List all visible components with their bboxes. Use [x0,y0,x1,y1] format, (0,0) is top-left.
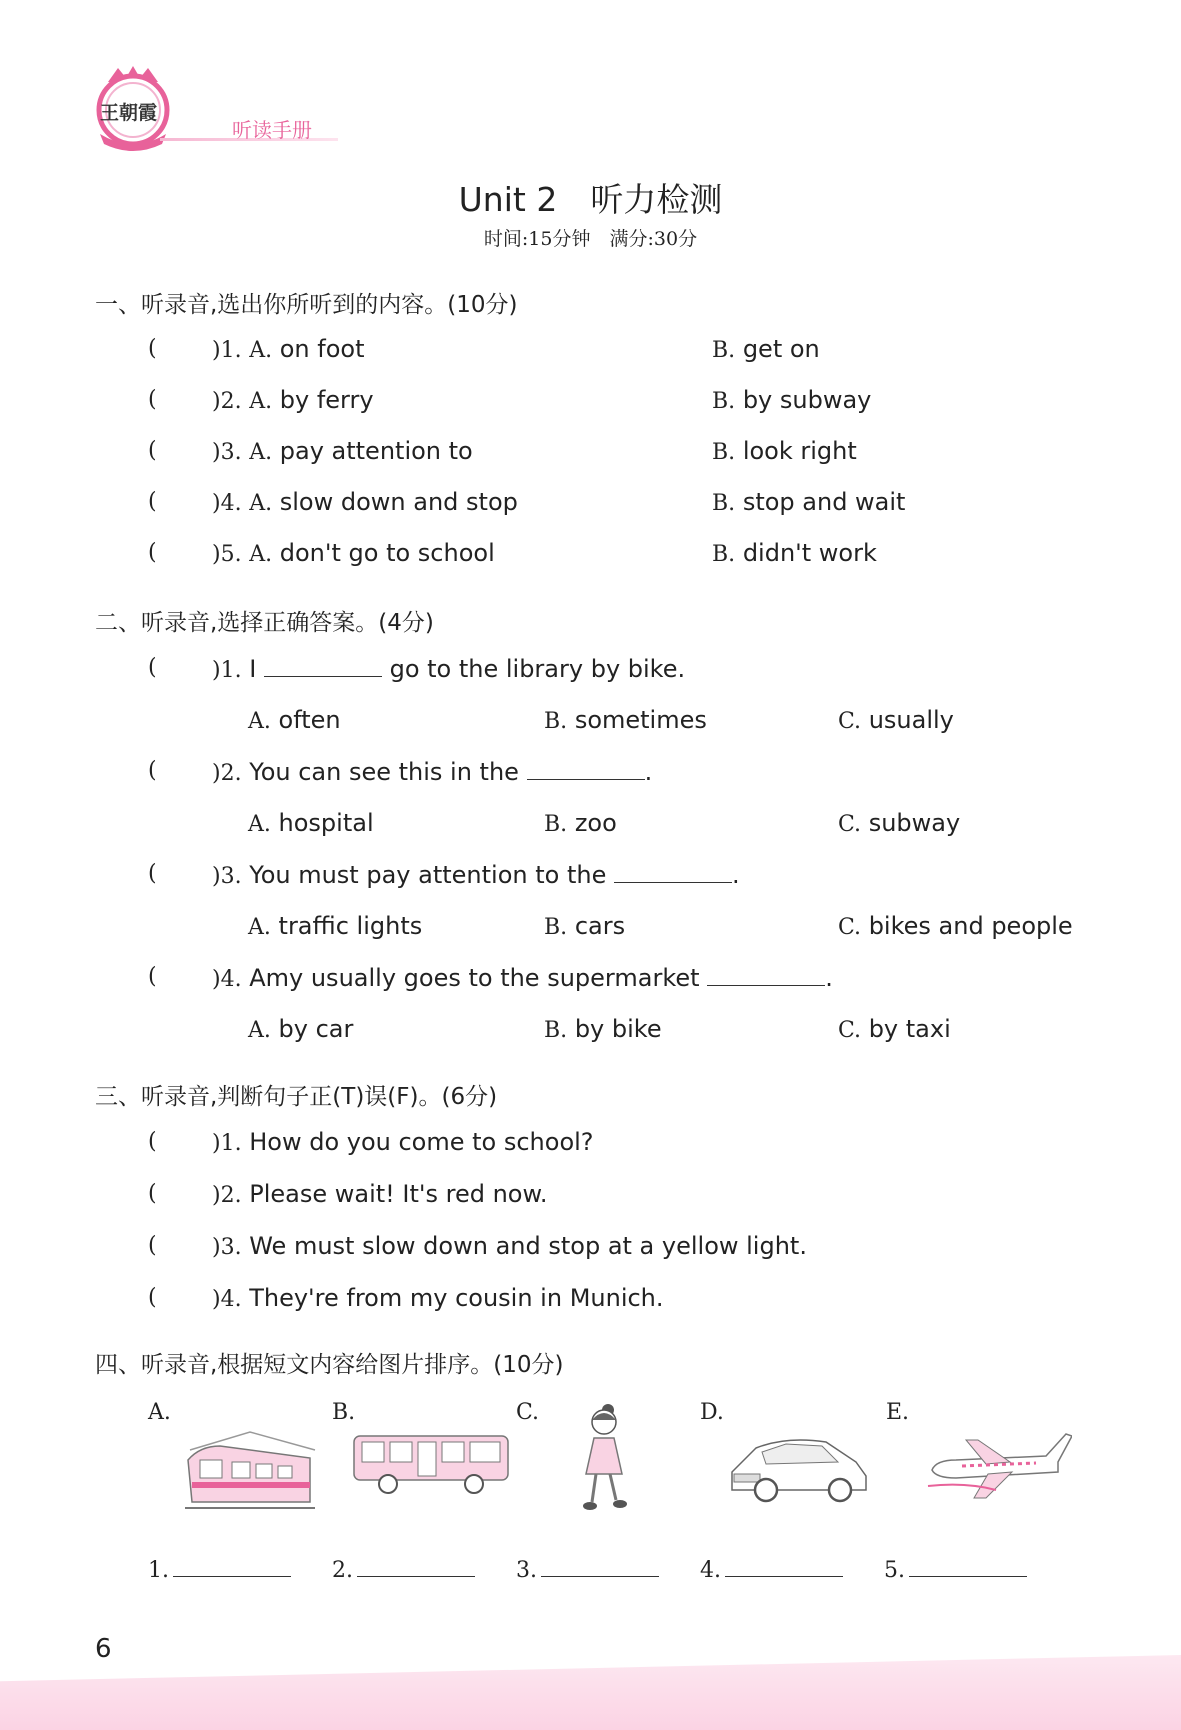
picture-label: D. [700,1400,724,1425]
question-row [148,540,157,565]
option-b: B. stop and wait [712,488,906,516]
answer-paren[interactable]: ( [148,1285,157,1310]
section-4-heading: 四、听录音,根据短文内容给图片排序。(10分) [95,1352,564,1378]
answer-blank[interactable] [357,1554,475,1577]
question-row [148,336,157,361]
statement: )4. They're from my cousin in Munich. [212,1284,664,1312]
answer-blank[interactable] [541,1554,659,1577]
page-number: 6 [95,1634,112,1664]
answer-blank[interactable] [173,1554,291,1577]
fill-blank[interactable] [264,654,382,677]
option-b: B. by bike [544,1015,662,1043]
subway-train-icon [180,1420,320,1514]
bus-icon [350,1432,512,1496]
manual-label: 听读手册 [232,118,312,142]
question-row: )3. A. pay attention to [212,437,473,465]
question-row: )4. A. slow down and stop [212,488,518,516]
subtitle: 时间:15分钟 满分:30分 [483,228,698,250]
option-c: C. subway [838,809,961,837]
fill-blank[interactable] [614,860,732,883]
answer-paren[interactable]: ( [148,1233,157,1258]
fill-blank[interactable] [707,963,825,986]
answer-number: 4. [700,1558,721,1583]
question-row: )2. A. by ferry [212,386,374,414]
question-stem: )3. You must pay attention to the . [212,861,740,889]
option-a: A. traffic lights [248,912,423,940]
option-b: B. look right [712,437,857,465]
option-b: B. cars [544,912,626,940]
option-c: C. usually [838,706,954,734]
option-a: A. often [248,706,341,734]
section-3-heading: 三、听录音,判断句子正(T)误(F)。(6分) [95,1084,498,1110]
question-row: )5. A. don't go to school [212,539,495,567]
section-1-heading: 一、听录音,选出你所听到的内容。(10分) [95,292,518,318]
picture-label: C. [516,1400,540,1425]
option-a: A. by car [248,1015,354,1043]
answer-paren[interactable]: ( [148,1129,157,1154]
airplane-icon [926,1420,1072,1508]
picture-label: A. [148,1400,171,1425]
answer-paren[interactable]: ( [148,438,157,463]
answer-paren[interactable]: ( [148,489,157,514]
answer-paren-wrap [148,655,157,680]
answer-paren[interactable]: ( [148,758,157,783]
answer-paren[interactable]: ( [148,861,157,886]
option-b: B. get on [712,335,820,363]
footer-band [0,1655,1181,1730]
option-a: A. hospital [248,809,374,837]
question-row [148,489,157,514]
option-b: B. didn't work [712,539,877,567]
car-icon [726,1432,872,1506]
question-row [148,387,157,412]
answer-paren[interactable]: ( [148,540,157,565]
logo-text: 王朝霞 [100,102,158,124]
answer-paren-wrap [148,861,157,886]
page-title: Unit 2 听力检测 [458,180,723,219]
answer-blank[interactable] [909,1554,1027,1577]
answer-paren[interactable]: ( [148,336,157,361]
option-c: C. bikes and people [838,912,1073,940]
picture-label: B. [332,1400,356,1425]
answer-paren[interactable]: ( [148,1181,157,1206]
question-stem: )1. I go to the library by bike. [212,655,686,683]
statement: )1. How do you come to school? [212,1128,594,1156]
answer-number: 3. [516,1558,537,1583]
answer-paren[interactable]: ( [148,655,157,680]
walking-girl-icon [576,1400,636,1516]
option-b: B. sometimes [544,706,707,734]
statement: )2. Please wait! It's red now. [212,1180,548,1208]
answer-number: 5. [884,1558,905,1583]
question-row [148,438,157,463]
picture-label: E. [886,1400,910,1425]
option-b: B. by subway [712,386,872,414]
answer-number: 1. [148,1558,169,1583]
option-b: B. zoo [544,809,617,837]
option-c: C. by taxi [838,1015,951,1043]
question-row: )1. A. on foot [212,335,365,363]
question-stem: )2. You can see this in the . [212,758,653,786]
question-stem: )4. Amy usually goes to the supermarket . [212,964,833,992]
fill-blank[interactable] [527,757,645,780]
answer-paren[interactable]: ( [148,964,157,989]
section-2-heading: 二、听录音,选择正确答案。(4分) [95,610,434,636]
answer-paren-wrap [148,758,157,783]
statement: )3. We must slow down and stop at a yellow light. [212,1232,807,1260]
answer-number: 2. [332,1558,353,1583]
answer-blank[interactable] [725,1554,843,1577]
answer-paren[interactable]: ( [148,387,157,412]
answer-paren-wrap [148,964,157,989]
